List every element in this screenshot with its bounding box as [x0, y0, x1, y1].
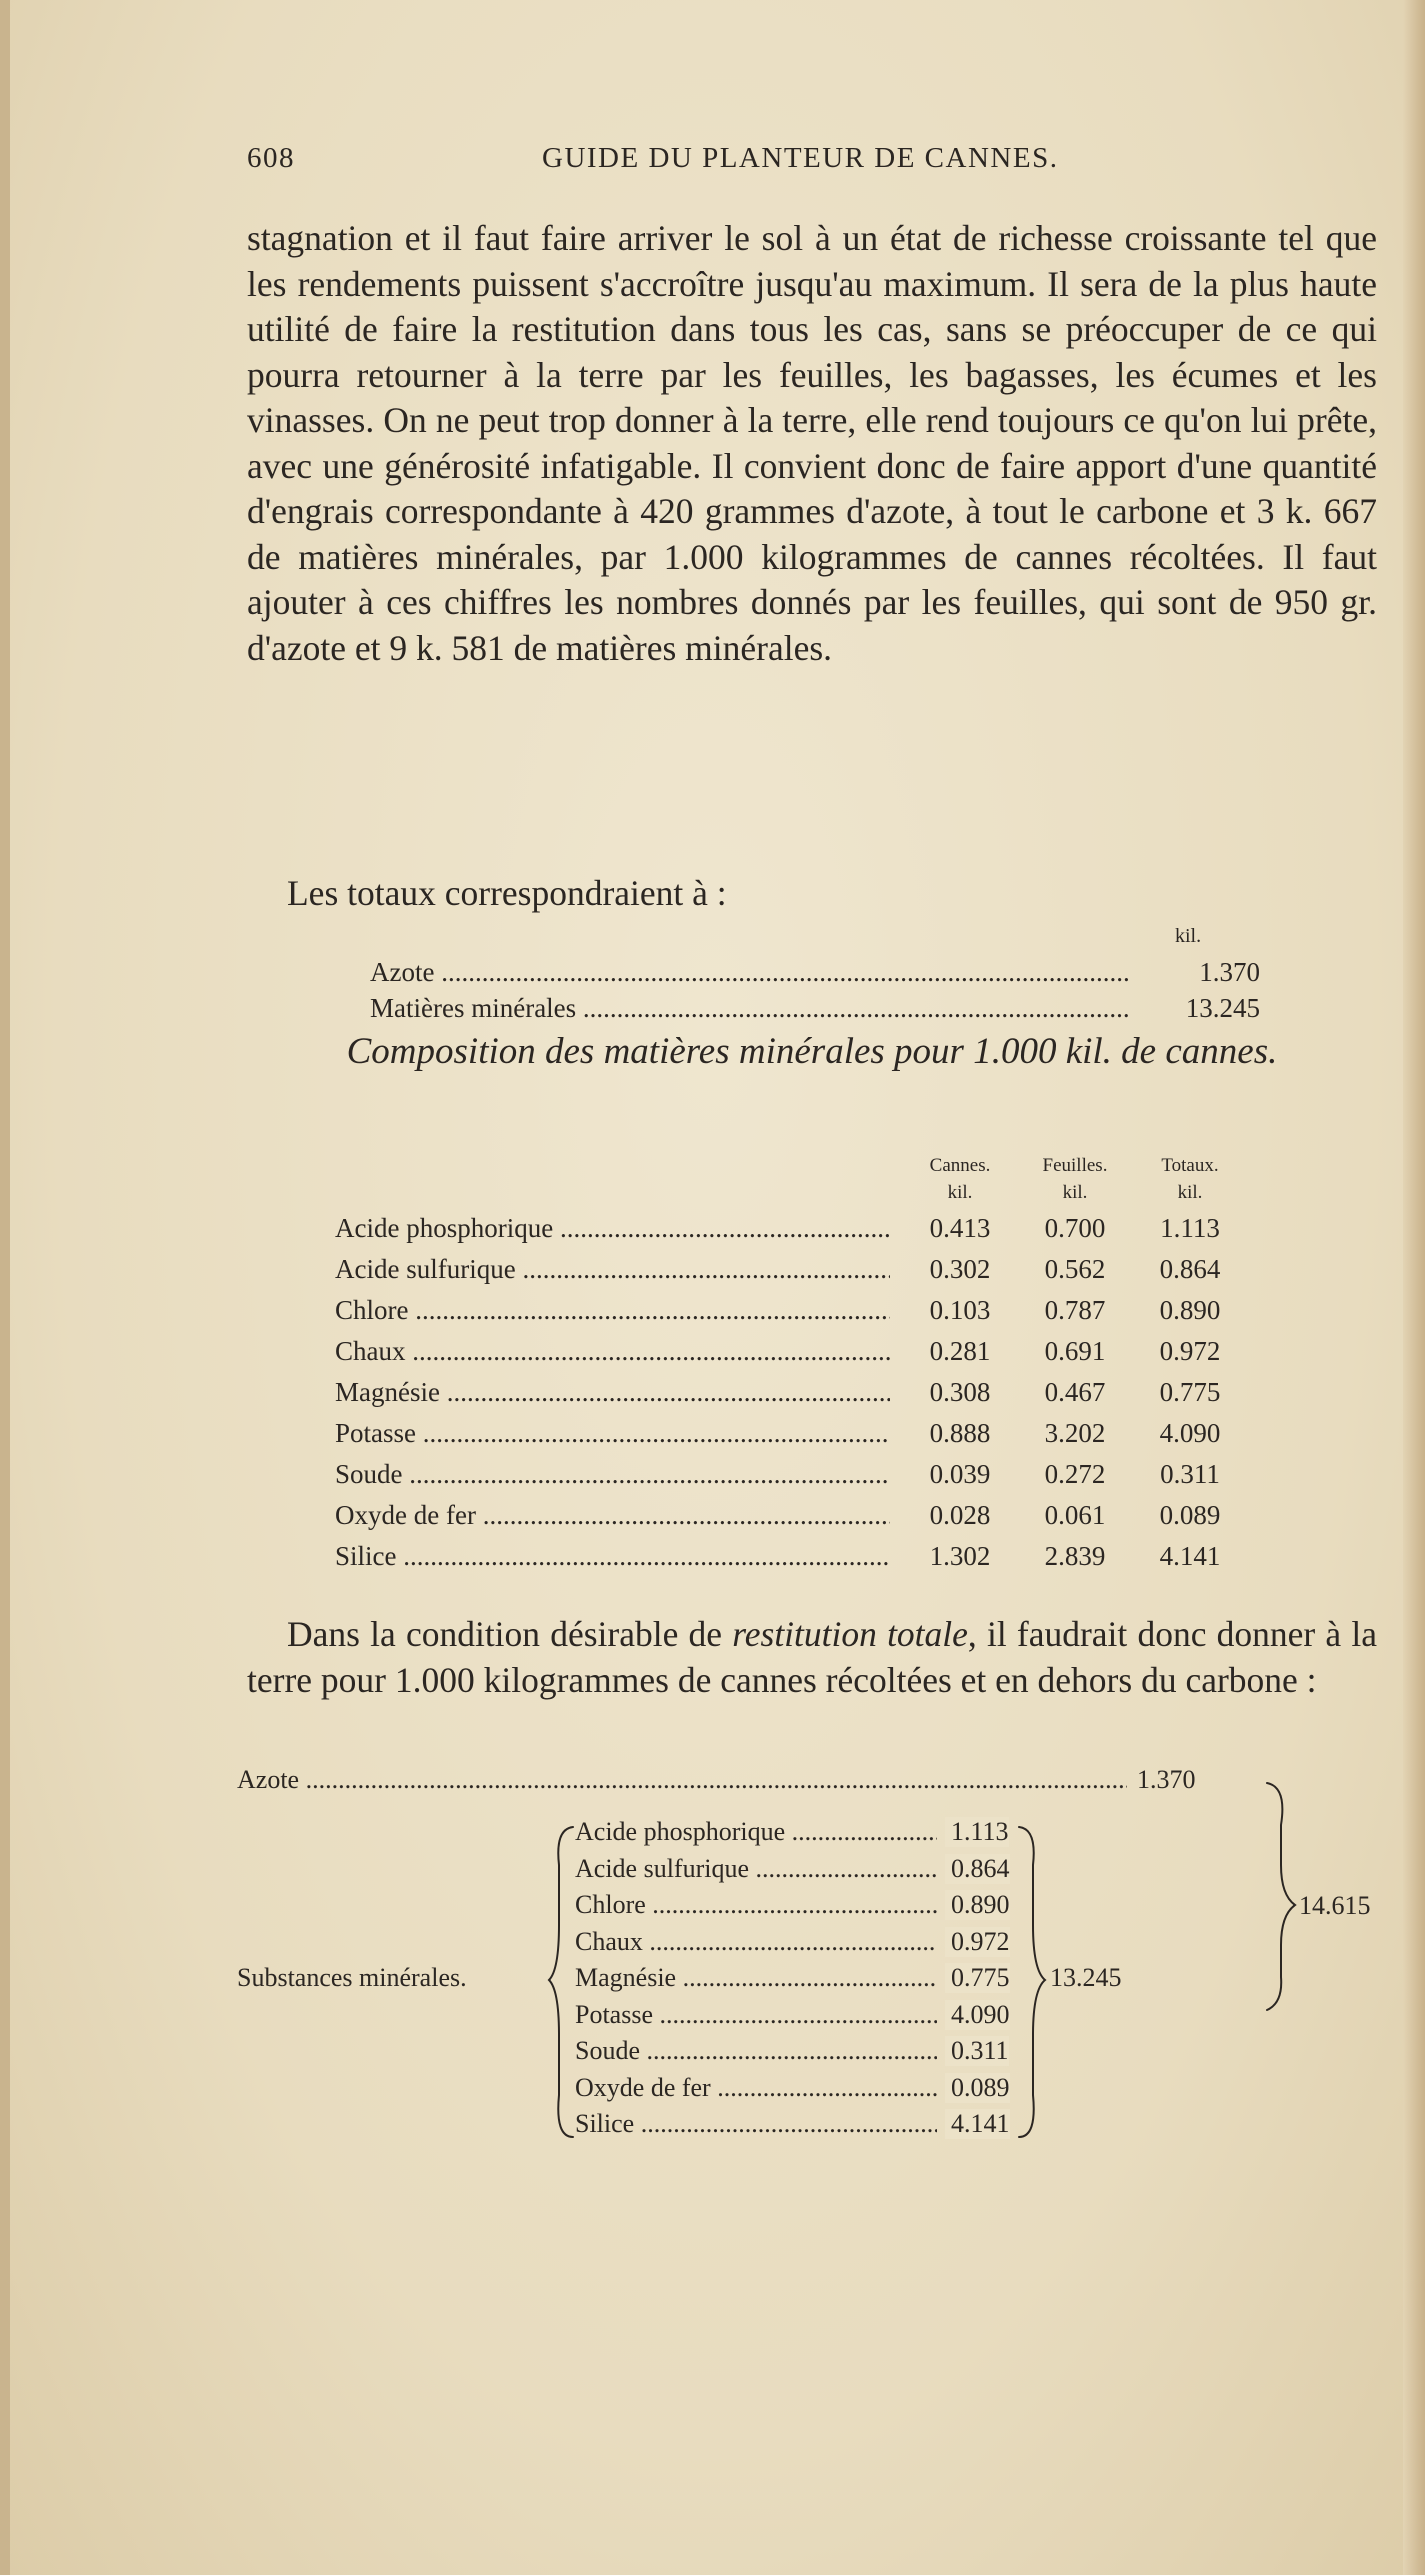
balance-azote-row — [237, 1765, 1127, 1799]
composition-column-unit: kil. — [1062, 1182, 1088, 1203]
composition-cannes-value: 1.302 — [929, 1541, 991, 1571]
text-run: , il faudrait donc donner à la terre pour 1.000 kilogrammes de cannes récoltées et en dehors du carbone : — [247, 1614, 1377, 1700]
balance-item-label: Chlore ..... — [575, 1890, 937, 1919]
balance-item-value: 1.113 — [945, 1817, 1009, 1847]
left-brace — [549, 1827, 573, 2137]
composition-feuilles-value: 3.202 — [1044, 1418, 1106, 1448]
totals-unit: kil. — [1175, 925, 1202, 947]
running-head — [247, 142, 1377, 182]
composition-cannes-value: 0.281 — [929, 1336, 991, 1366]
composition-cannes-value: 0.039 — [929, 1459, 991, 1489]
composition-totaux-value: 0.864 — [1159, 1254, 1221, 1284]
page-number: 608 — [247, 142, 295, 174]
balance-item-value: 0.311 — [945, 2036, 1009, 2066]
balance-item-label: Acide sulfurique ..... — [575, 1854, 937, 1883]
totals-row-value: 1.370 — [1199, 957, 1260, 987]
balance-item-row — [575, 2000, 937, 2034]
composition-row — [335, 1500, 1385, 1538]
composition-feuilles-value: 0.272 — [1044, 1459, 1106, 1489]
composition-totaux-value: 0.775 — [1159, 1377, 1221, 1407]
paragraph-totals-intro — [247, 871, 1377, 917]
balance-item-label: Acide phosphorique ..... — [575, 1817, 937, 1846]
balance-item-row — [575, 1963, 937, 1997]
composition-row — [335, 1295, 1385, 1333]
page-edge-left — [0, 0, 10, 2575]
composition-feuilles-value: 2.839 — [1044, 1541, 1106, 1571]
balance-azote-value: 1.370 — [1137, 1765, 1196, 1794]
composition-feuilles-value: 0.061 — [1044, 1500, 1106, 1530]
composition-totaux-value: 0.089 — [1159, 1500, 1221, 1530]
composition-row-label: Silice ..... — [335, 1541, 890, 1572]
balance-minerals-total: 13.245 — [1050, 1963, 1122, 1992]
balance-item-row — [575, 1890, 937, 1924]
composition-cannes-value: 0.302 — [929, 1254, 991, 1284]
composition-totaux-value: 4.141 — [1159, 1541, 1221, 1571]
balance-item-row — [575, 1817, 937, 1851]
running-title: GUIDE DU PLANTEUR DE CANNES. — [542, 142, 1059, 174]
totals-row-label: Matières minérales ..... — [370, 993, 1130, 1024]
balance-item-value: 0.890 — [945, 1890, 1010, 1920]
composition-row-label: Acide phosphorique ..... — [335, 1213, 890, 1244]
composition-totaux-value: 0.890 — [1159, 1295, 1221, 1325]
composition-row-label: Magnésie ..... — [335, 1377, 890, 1408]
composition-totaux-value: 1.113 — [1160, 1213, 1220, 1243]
balance-item-label: Magnésie ..... — [575, 1963, 937, 1992]
balance-grand-total: 14.615 — [1299, 1891, 1371, 1920]
composition-feuilles-value: 0.467 — [1044, 1377, 1106, 1407]
page-edge-right — [1403, 0, 1425, 2575]
composition-cannes-value: 0.888 — [929, 1418, 991, 1448]
composition-row — [335, 1459, 1385, 1497]
totals-row — [370, 957, 1270, 991]
balance-item-row — [575, 2036, 937, 2070]
composition-feuilles-value: 0.700 — [1044, 1213, 1106, 1243]
composition-totaux-value: 4.090 — [1159, 1418, 1221, 1448]
composition-row — [335, 1254, 1385, 1292]
composition-column-head: Feuilles. — [1042, 1155, 1108, 1176]
balance-item-label: Oxyde de fer ..... — [575, 2073, 937, 2102]
composition-cannes-value: 0.413 — [929, 1213, 991, 1243]
balance-azote-label: Azote ..... — [237, 1765, 1127, 1794]
paragraph-text: stagnation et il faut faire arriver le sol à un état de richesse croissante tel que les rendements puissent s'accroître jusqu'au maximum. Il sera de la plus haute utilité de faire la restitution dans tous les cas, sans se préoccuper de ce qui pourra retourner à la terre par les feuilles, les bagasses, les écumes et les vinasses. On ne peut trop donner à la terre, elle rend toujours ce qu'on lui prête, avec une générosité infatigable. Il convient donc de faire apport d'une quantité d'engrais correspondante à 420 grammes d'azote, à tout le carbone et 3 k. 667 de matières minérales, par 1.000 kilogrammes de cannes récoltées. Il faut ajouter à ces chiffres les nombres donnés par les feuilles, qui sont de 950 gr. d'azote et 9 k. 581 de matières minérales. — [247, 218, 1377, 668]
balance-item-value: 0.089 — [945, 2073, 1010, 2103]
balance-item-row — [575, 1927, 937, 1961]
totals-row-label: Azote ..... — [370, 957, 1130, 988]
composition-feuilles-value: 0.562 — [1044, 1254, 1106, 1284]
composition-column-head: Totaux. — [1161, 1155, 1219, 1176]
paragraph-restitution — [247, 216, 1377, 671]
composition-row-label: Oxyde de fer ..... — [335, 1500, 890, 1531]
balance-item-value: 0.775 — [945, 1963, 1010, 1993]
composition-title: Composition des matières minérales pour 1.000 kil. de cannes. — [346, 1031, 1278, 1072]
balance-item-row — [575, 2073, 937, 2107]
composition-cannes-value: 0.028 — [929, 1500, 991, 1530]
balance-item-row — [575, 1854, 937, 1888]
composition-row-label: Chlore ..... — [335, 1295, 890, 1326]
paragraph-text: Les totaux correspondraient à : — [287, 873, 727, 913]
composition-totaux-value: 0.311 — [1160, 1459, 1220, 1489]
balance-item-value: 4.141 — [945, 2109, 1010, 2139]
composition-feuilles-value: 0.691 — [1044, 1336, 1106, 1366]
composition-column-head: Cannes. — [929, 1155, 991, 1176]
balance-group-label: Substances minérales. — [237, 1963, 467, 1992]
composition-row-label: Acide sulfurique ..... — [335, 1254, 890, 1285]
outer-right-brace — [1267, 1783, 1295, 2010]
totals-row — [370, 993, 1270, 1027]
paragraph-total-restitution — [247, 1612, 1377, 1703]
composition-row — [335, 1377, 1385, 1415]
balance-item-value: 0.972 — [945, 1927, 1010, 1957]
balance-item-label: Chaux ..... — [575, 1927, 937, 1956]
balance-item-value: 0.864 — [945, 1854, 1010, 1884]
composition-row-label: Potasse ..... — [335, 1418, 890, 1449]
composition-cannes-value: 0.103 — [929, 1295, 991, 1325]
composition-column-unit: kil. — [1177, 1182, 1203, 1203]
balance-item-label: Soude ..... — [575, 2036, 937, 2065]
emphasis-restitution-totale: restitution totale — [732, 1614, 968, 1654]
composition-feuilles-value: 0.787 — [1044, 1295, 1106, 1325]
composition-totaux-value: 0.972 — [1159, 1336, 1221, 1366]
composition-row-label: Soude ..... — [335, 1459, 890, 1490]
composition-row — [335, 1541, 1385, 1579]
composition-cannes-value: 0.308 — [929, 1377, 991, 1407]
composition-row — [335, 1418, 1385, 1456]
composition-row — [335, 1213, 1385, 1251]
inner-right-brace — [1019, 1827, 1045, 2137]
composition-column-unit: kil. — [947, 1182, 973, 1203]
paragraph-text — [247, 1612, 1377, 1703]
totals-row-value: 13.245 — [1185, 993, 1260, 1023]
balance-item-label: Potasse ..... — [575, 2000, 937, 2029]
composition-row-label: Chaux ..... — [335, 1336, 890, 1367]
balance-item-row — [575, 2109, 937, 2143]
balance-item-label: Silice ..... — [575, 2109, 937, 2138]
balance-item-value: 4.090 — [945, 2000, 1010, 2030]
composition-row — [335, 1336, 1385, 1374]
text-run: Dans la condition désirable de — [287, 1614, 733, 1654]
